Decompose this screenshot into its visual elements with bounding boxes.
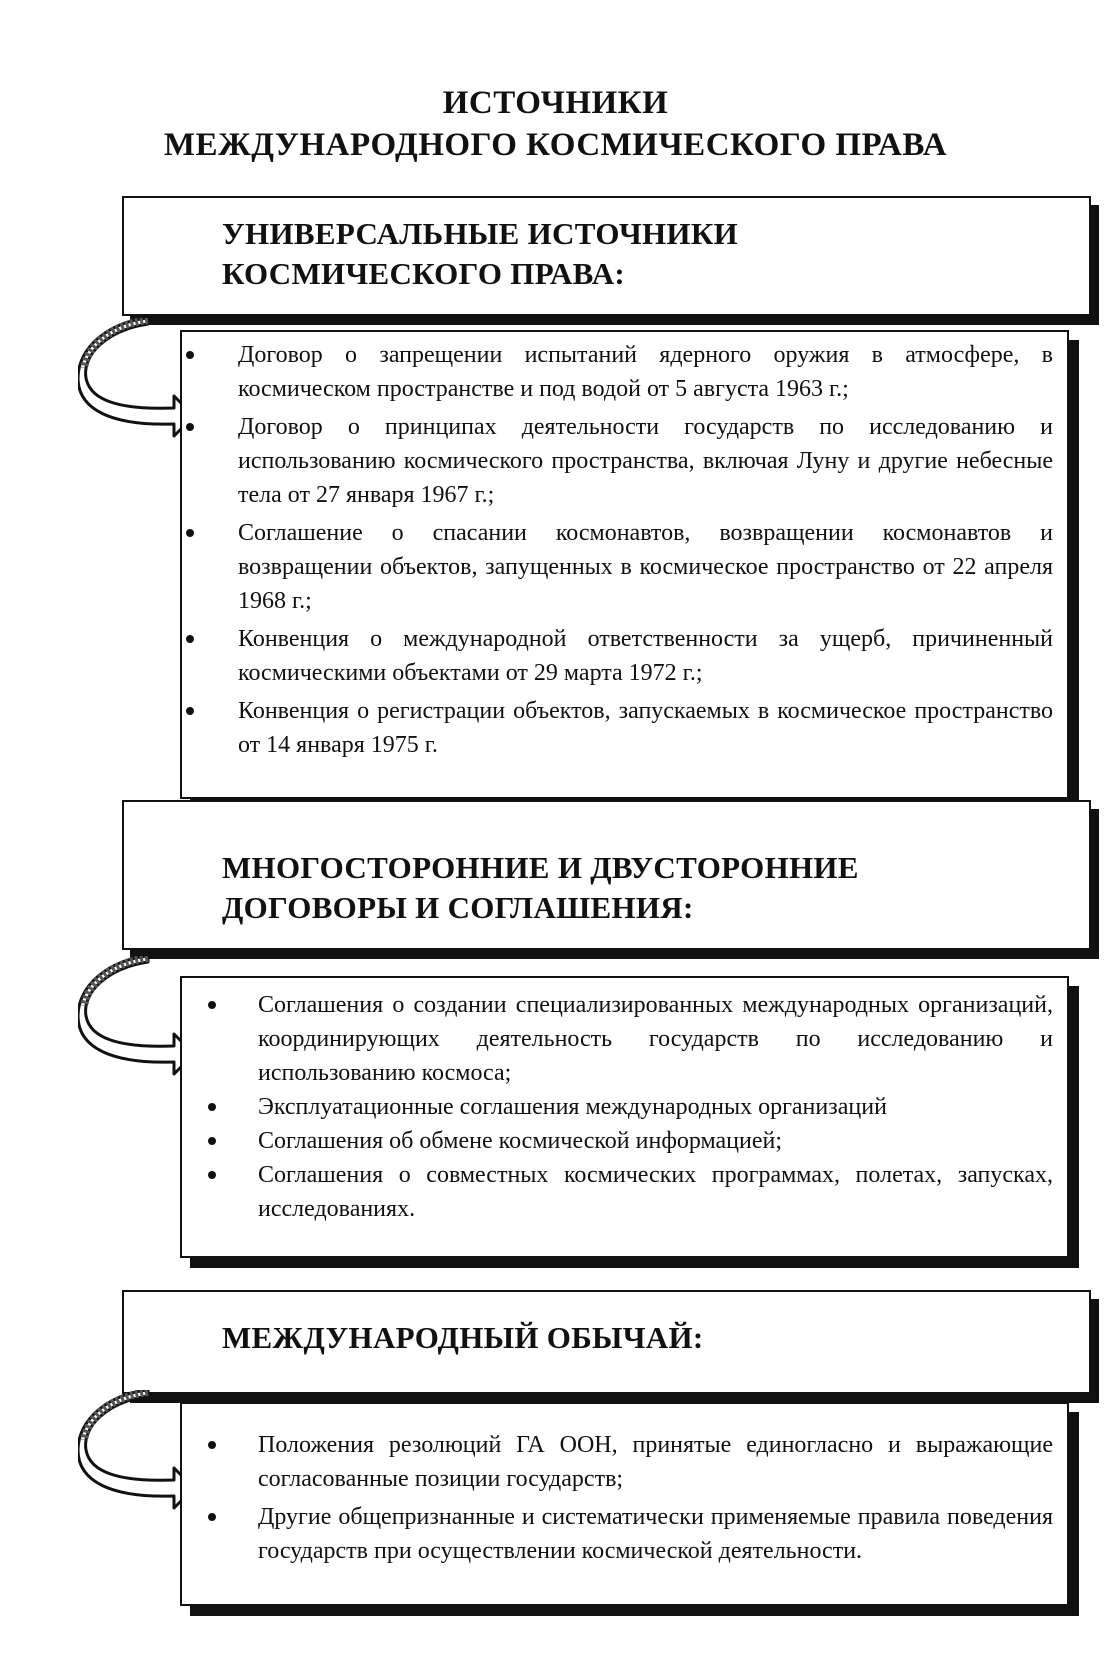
section-custom-heading: МЕЖДУНАРОДНЫЙ ОБЫЧАЙ: [222,1320,704,1355]
bullet-icon [208,1513,216,1521]
list-item: Соглашение о спасании космонавтов, возвращении космонавтов и возвращении объектов, запущенных в космическое пространство от 22 апреля 1968 г.; [238,516,1053,618]
section-treaties-list [180,976,1069,1258]
list-item: Другие общепризнанные и систематически применяемые правила поведения государств при осуществлении космической деятельности. [258,1500,1053,1568]
list-item: Соглашения об обмене космической информацией; [258,1124,1053,1158]
list-item: Положения резолюций ГА ООН, принятые единогласно и выражающие согласованные позиции государств; [258,1428,1053,1496]
section-universal-heading-line-1: УНИВЕРСАЛЬНЫЕ ИСТОЧНИКИ [222,216,739,251]
section-treaties-header [122,800,1091,950]
document-title [0,82,1111,166]
bullet-icon [208,1103,216,1111]
bullet-icon [208,1001,216,1009]
title-line-1: ИСТОЧНИКИ [442,85,669,121]
section-universal-header [122,196,1091,316]
list-item: Эксплуатационные соглашения международных организаций [258,1090,1053,1124]
section-universal-heading-line-2: КОСМИЧЕСКОГО ПРАВА: [222,256,626,291]
section-universal-list [180,330,1069,799]
title-line-2: МЕЖДУНАРОДНОГО КОСМИЧЕСКОГО ПРАВА [163,127,948,163]
bullet-icon [186,351,194,359]
section-treaties-heading-line-1: МНОГОСТОРОННИЕ И ДВУСТОРОННИЕ [222,850,859,885]
section-treaties-heading-line-2: ДОГОВОРЫ И СОГЛАШЕНИЯ: [222,890,694,925]
bullet-icon [208,1137,216,1145]
list-item: Соглашения о создании специализированных международных организаций, координирующих деятельность государств по исследованию и использованию космоса; [258,988,1053,1090]
bullet-icon [208,1171,216,1179]
list-item: Договор о запрещении испытаний ядерного оружия в атмосфере, в космическом пространстве и под водой от 5 августа 1963 г.; [238,338,1053,406]
bullet-icon [208,1441,216,1449]
list-item: Конвенция о международной ответственности за ущерб, причиненный космическими объектами от 29 марта 1972 г.; [238,622,1053,690]
list-item: Конвенция о регистрации объектов, запускаемых в космическое пространство от 14 января 1975 г. [238,694,1053,762]
bullet-icon [186,529,194,537]
section-custom-list [180,1402,1069,1606]
bullet-icon [186,707,194,715]
bullet-icon [186,635,194,643]
list-item: Договор о принципах деятельности государств по исследованию и использованию космического пространства, включая Луну и другие небесные тела от 27 января 1967 г.; [238,410,1053,512]
section-custom-header [122,1290,1091,1394]
list-item: Соглашения о совместных космических программах, полетах, запусках, исследованиях. [258,1158,1053,1226]
bullet-icon [186,423,194,431]
